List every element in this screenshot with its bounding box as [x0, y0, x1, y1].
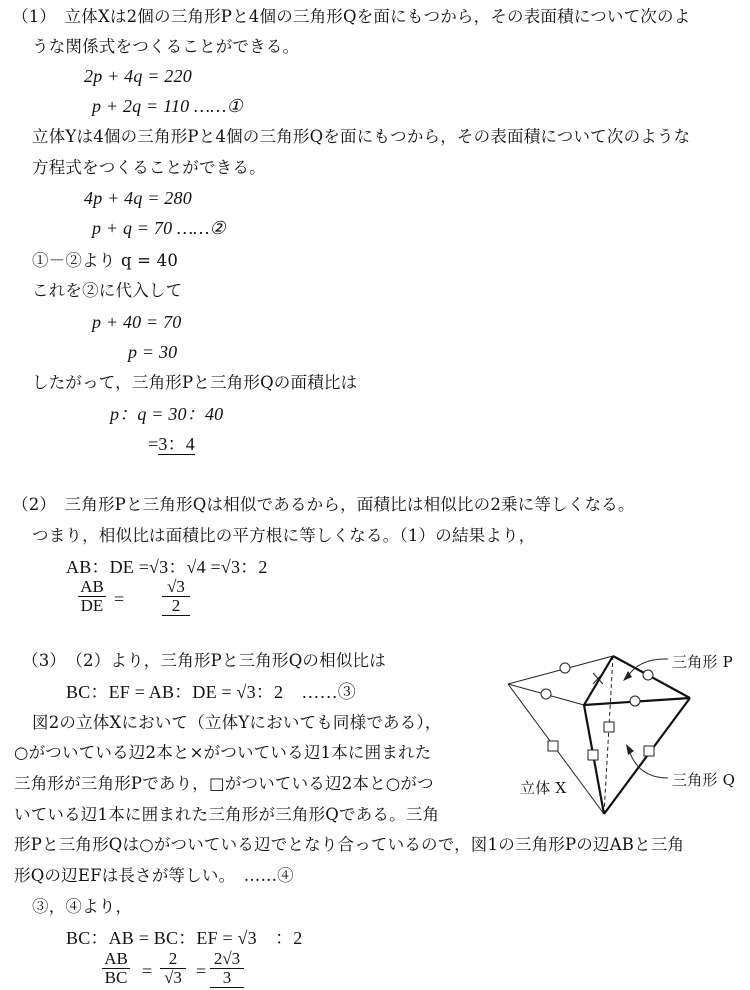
fraction-denominator: 2: [162, 597, 190, 616]
equals-sign: =: [142, 961, 153, 981]
bc-ab-equation: BC：AB = BC：EF = √3 ：2: [66, 928, 303, 948]
equation-2: p + 2q = 110 ……①: [92, 96, 243, 116]
fraction-denominator: BC: [104, 968, 128, 987]
label-triangle-p: 三角形 P: [672, 653, 733, 671]
similarity-ratio-equation: AB：DE =√3：√4 =√3：2: [66, 557, 268, 577]
section2-line2: つまり，相似比は面積比の平方根に等しくなる。（1）の結果より，: [32, 526, 536, 545]
fraction-denominator: √3: [164, 968, 182, 987]
section3-para5: 形Pと三角形Qは○がついている辺でとなり合っているので，図1の三角形Pの辺ABと三角: [14, 835, 685, 854]
equation-1: 2p + 4q = 220: [84, 66, 192, 86]
equals-sign: =: [148, 434, 159, 454]
fraction-numerator: √3: [167, 577, 185, 596]
section3-para2: ○がついている辺2本と×がついている辺1本に囲まれた: [14, 743, 432, 762]
section3-para4: いている辺1本に囲まれた三角形が三角形Qである。三角: [14, 805, 440, 824]
section3-para1: 図2の立体Xにおいて（立体Yにおいても同様である），: [32, 713, 442, 732]
fraction-denominator: 3: [210, 969, 244, 988]
equals-sign: =: [114, 589, 125, 609]
subtraction-step: ①－②より q = 40: [32, 251, 179, 270]
section3-para6: 形Qの辺EFは長さが等しい。 ……④: [14, 866, 294, 885]
substitution-step: これを②に代入して: [32, 281, 183, 300]
equation-6: p = 30: [128, 342, 178, 362]
equation-4: p + q = 70 ……②: [92, 218, 226, 238]
fraction-denominator: DE: [80, 596, 104, 615]
bc-ef-equation: BC：EF = AB：DE = √3：2 ……③: [66, 682, 357, 702]
solid-y-line1: 立体Yは4個の三角形Pと4個の三角形Qを面にもつから，その表面積について次のような: [32, 127, 691, 146]
fraction-numerator: 2: [168, 949, 178, 968]
equation-5: p + 40 = 70: [92, 312, 182, 332]
section3-step: ③，④より，: [32, 897, 133, 916]
section3-para3: 三角形が三角形Pであり，□がついている辺2本と○がつ: [14, 774, 434, 793]
solid-y-line2: 方程式をつくることができる。: [32, 158, 266, 177]
equals-sign: =: [196, 961, 207, 981]
ratio-answer: 3：4: [158, 434, 195, 454]
section2-line1: （2） 三角形Pと三角形Qは相似であるから，面積比は相似比の2乗に等しくなる。: [12, 495, 635, 514]
equation-3: 4p + 4q = 280: [84, 188, 192, 208]
label-triangle-q: 三角形 Q: [672, 771, 736, 789]
area-ratio-conclusion: したがって，三角形Pと三角形Qの面積比は: [32, 373, 358, 392]
section1-intro-line2: うな関係式をつくることができる。: [32, 37, 300, 56]
fraction-numerator: 2√3: [213, 949, 241, 968]
section3-line1: （3） （2）より，三角形Pと三角形Qの相似比は: [22, 651, 386, 670]
ratio-equation: p：q = 30：40: [110, 404, 224, 424]
label-solid-x: 立体 X: [520, 779, 567, 797]
fraction-numerator: AB: [104, 949, 128, 968]
section1-intro-line1: （1） 立体Xは2個の三角形Pと4個の三角形Qを面にもつから，その表面積について次のよ: [12, 7, 691, 26]
fraction-numerator: AB: [80, 577, 104, 596]
